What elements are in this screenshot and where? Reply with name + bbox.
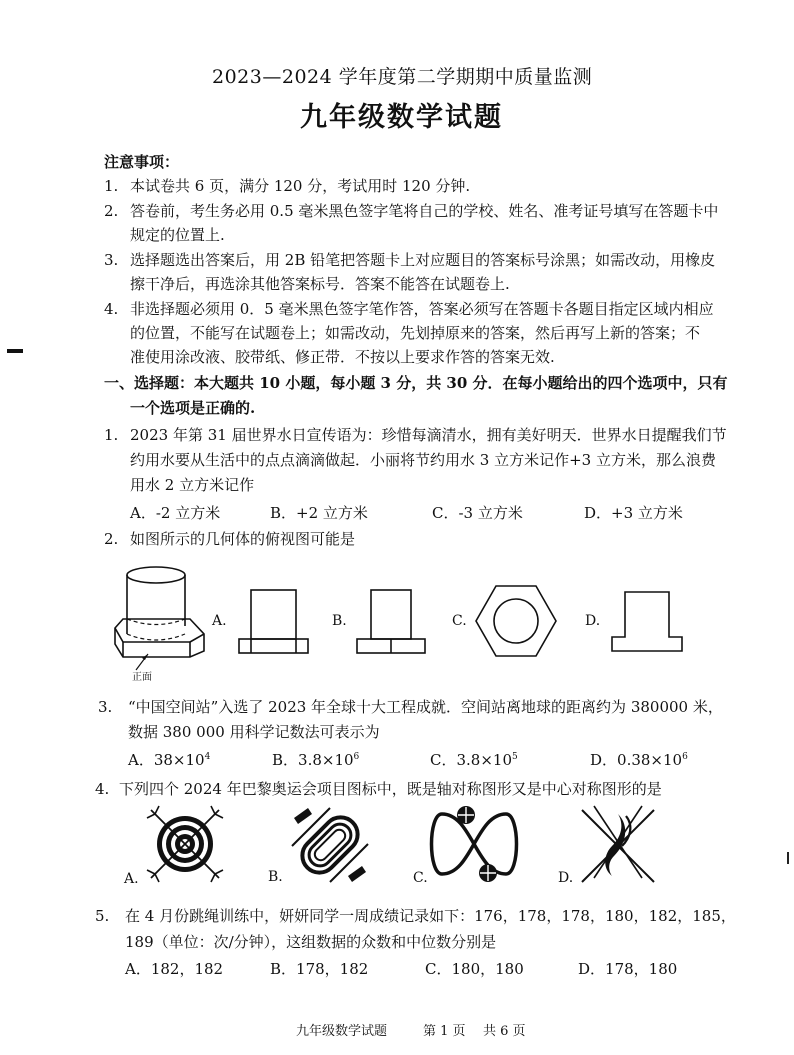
exam-subject-title: 九年级数学试题 [300, 102, 503, 133]
geometric-solid-figure [108, 560, 213, 685]
footer-subject: 九年级数学试题 [296, 1024, 388, 1039]
note-number: 2. [104, 202, 119, 220]
option-a: A．182，182 [125, 960, 224, 978]
option-b: B．$3.8\times 10^6$ [272, 751, 360, 769]
note-line: 答卷前，考生务必用 0.5 毫米黑色签字笔将自己的学校、姓名、准考证号填写在答题卡中 [130, 202, 719, 220]
option-d-view [611, 590, 683, 652]
option-b: B. [332, 613, 347, 629]
note-line: 准使用涂改液、胶带纸、修正带．不按以上要求作答的答案无效. [130, 348, 555, 366]
question-number: 4. [95, 780, 110, 798]
option-b: B．+2 立方米 [270, 504, 368, 522]
question-number: 1. [104, 426, 119, 444]
option-b: B．178，182 [270, 960, 369, 978]
question-number: 5. [95, 907, 110, 925]
option-d: D．+3 立方米 [584, 504, 683, 522]
note-number: 3. [104, 251, 119, 269]
question-number: 2. [104, 530, 119, 548]
section-heading: 一个选项是正确的. [130, 399, 256, 417]
exam-term-title: 2023—2024 学年度第二学期期中质量监测 [212, 66, 593, 88]
option-a: A. [124, 871, 139, 887]
note-line: 规定的位置上. [130, 226, 225, 244]
question-text: 数据 380 000 用科学记数法可表示为 [128, 723, 380, 741]
option-c: C．180，180 [425, 960, 524, 978]
option-d: D．178，180 [578, 960, 678, 978]
option-a: A．-2 立方米 [130, 504, 221, 522]
note-number: 4. [104, 300, 119, 318]
question-text: 189（单位：次/分钟），这组数据的众数和中位数分别是 [125, 933, 497, 951]
athletics-track-icon [290, 806, 370, 884]
question-text: 用水 2 立方米记作 [130, 476, 255, 494]
question-text: 2023 年第 31 届世界水日宣传语为：珍惜每滴清水，拥有美好明天．世界水日提醒我们节 [130, 426, 727, 444]
option-a: A. [212, 613, 227, 629]
note-number: 1. [104, 177, 119, 195]
option-b-view [356, 588, 426, 655]
footer-page-number: 第 1 页 [423, 1024, 466, 1039]
note-line: 的位置，不能写在试题卷上；如需改动，先划掉原来的答案，然后再写上新的答案；不 [130, 324, 701, 342]
front-label: 正面 [132, 672, 152, 683]
option-c-view [475, 585, 557, 657]
note-line: 本试卷共 6 页，满分 120 分，考试用时 120 分钟. [130, 177, 471, 195]
question-text: 下列四个 2024 年巴黎奥运会项目图标中，既是轴对称图形又是中心对称图形的是 [119, 780, 662, 798]
option-d: D．$0.38\times 10^6$ [590, 751, 688, 769]
option-a-view [238, 588, 308, 655]
fencing-icon [578, 804, 658, 886]
section-heading: 一、选择题：本大题共 10 小题，每小题 3 分，共 30 分．在每小题给出的四个选项中，只有 [104, 374, 728, 392]
option-d: D. [558, 870, 574, 886]
option-b: B. [268, 869, 283, 885]
footer-total-pages: 共 6 页 [483, 1024, 526, 1039]
question-text: 约用水要从生活中的点点滴滴做起．小丽将节约用水 3 立方米记作+3 立方米，那么浪费 [130, 451, 716, 469]
question-text: 在 4 月份跳绳训练中，妍妍同学一周成绩记录如下：176，178，178，180，182，185， [125, 907, 736, 925]
question-number: 3. [98, 698, 113, 716]
option-c: C．$3.8\times 10^5$ [430, 751, 518, 769]
note-line: 非选择题必须用 0．5 毫米黑色签字笔作答，答案必须写在答题卡各题目指定区域内相应 [130, 300, 714, 318]
option-d: D. [585, 613, 601, 629]
option-c: C. [452, 613, 467, 629]
scan-mark-right [787, 852, 789, 864]
notes-heading: 注意事项： [104, 153, 180, 171]
option-c: C．-3 立方米 [432, 504, 523, 522]
note-line: 擦干净后，再选涂其他答案标号．答案不能答在试题卷上. [130, 275, 510, 293]
basketball-icon [432, 804, 516, 884]
note-line: 选择题选出答案后，用 2B 铅笔把答题卡上对应题目的答案标号涂黑；如需改动，用橡皮 [130, 251, 716, 269]
question-text: “中国空间站”入选了 2023 年全球十大工程成就．空间站离地球的距离约为 380000 米， [128, 698, 723, 716]
scan-mark [7, 349, 23, 353]
option-c: C. [413, 870, 428, 886]
option-a: A．$38\times 10^4$ [128, 751, 211, 769]
archery-target-icon [145, 804, 225, 884]
question-text: 如图所示的几何体的俯视图可能是 [130, 530, 356, 548]
